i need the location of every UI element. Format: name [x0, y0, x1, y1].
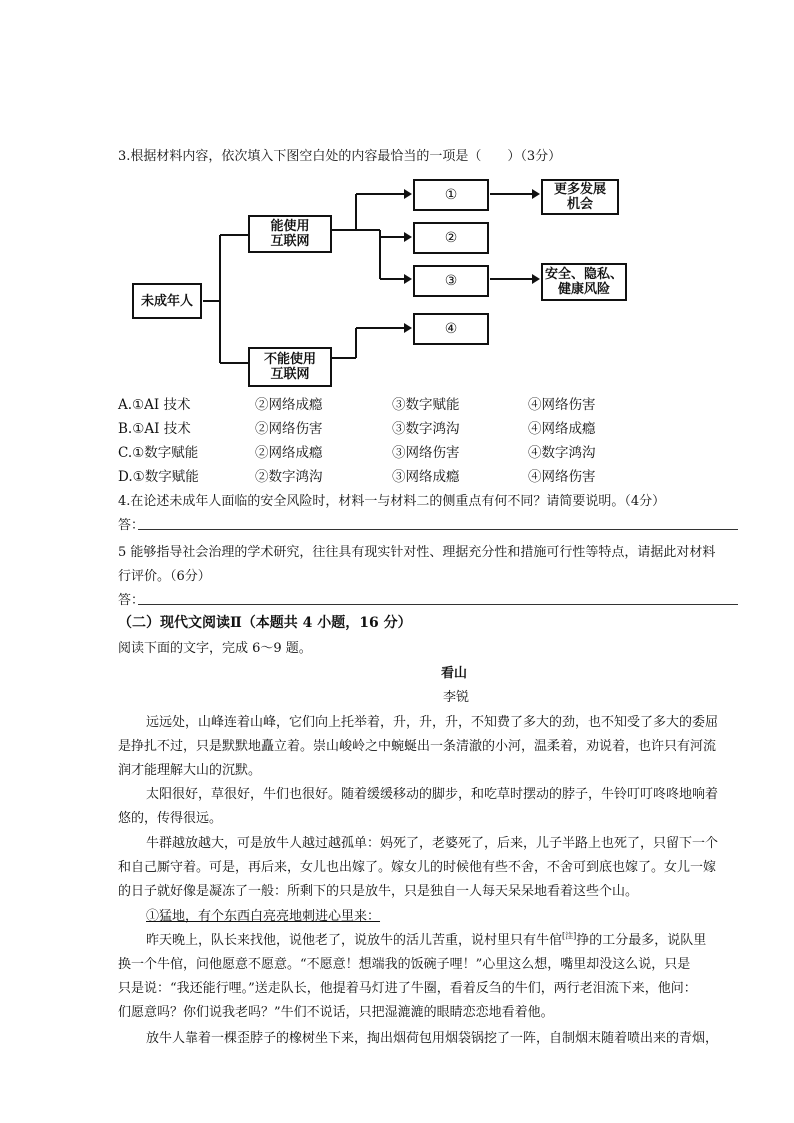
blank-slot-1 — [413, 179, 489, 211]
p1-line1: 远远处，山峰连着山峰，它们向上托举着，升，升，升，不知费了多大的劲，也不知受了多大的委屈 — [146, 715, 719, 730]
p5-line3: 只是说：“我还能行哩。”送走队长，他提着马灯进了牛圈，看着反刍的牛们，两行老泪流下来，他问： — [118, 981, 697, 996]
option-b-1: B.①AI 技术 — [118, 421, 191, 437]
footnote-marker: [注] — [562, 931, 577, 941]
option-d-2: ②数字鸿沟 — [255, 469, 323, 485]
p3-line3: 的日子就好像是凝冻了一般：所剩下的只是放牛，只是独自一人每天呆呆地看着这些个山。 — [118, 884, 639, 899]
node-cannot-use-internet — [248, 347, 332, 387]
p2-line2: 悠的，传得很远。 — [118, 811, 223, 826]
result1-label-1: 更多发展 — [553, 182, 606, 197]
q4-stem: 4.在论述未成年人面临的安全风险时，材料一与材料二的侧重点有何不同？请简要说明。（4分） — [118, 494, 666, 509]
option-c-1: C.①数字赋能 — [118, 445, 199, 461]
node-can-label-2: 互联网 — [270, 234, 310, 249]
p3-line1: 牛群越放越大，可是放牛人越过越孤单：妈死了，老婆死了，后来，儿子半路上也死了，只留下一个 — [146, 836, 719, 851]
result3-label-1: 安全、隐私、 — [544, 267, 623, 282]
q4-answer-line[interactable] — [138, 529, 738, 530]
option-c-3: ③网络伤害 — [392, 445, 460, 461]
slot-2-label: ② — [444, 229, 458, 246]
blank-slot-4 — [413, 313, 489, 345]
result3-label-2: 健康风险 — [557, 282, 610, 297]
slot-4-label: ④ — [444, 320, 458, 337]
q5-answer-label: 答： — [118, 593, 145, 608]
option-b-4: ④网络成瘾 — [528, 421, 596, 437]
q5-stem-line1: 5 能够指导社会治理的学术研究，往往具有现实针对性、理据充分性和措施可行性等特点，请据此对材料 — [118, 545, 716, 560]
p2-line1: 太阳很好，草很好，牛们也很好。随着缓缓移动的脚步，和吃草时摆动的脖子，牛铃叮叮咚咚地响着 — [146, 787, 719, 802]
node-safety-privacy-health-risk — [541, 263, 627, 301]
option-d-3: ③网络成瘾 — [392, 469, 460, 485]
p5-line2: 换一个牛倌，问他愿意不愿意。“不愿意！想端我的饭碗子哩！”心里这么想，嘴里却没这么说，只是 — [118, 957, 691, 972]
q4-answer-label: 答： — [118, 518, 145, 533]
option-b-2: ②网络伤害 — [255, 421, 323, 437]
p6-line1: 放牛人靠着一棵歪脖子的橡树坐下来，掏出烟荷包用烟袋锅挖了一阵，自制烟末随着喷出来的青烟， — [146, 1031, 719, 1046]
option-a-1: A.①AI 技术 — [118, 397, 191, 413]
node-more-opportunities — [541, 179, 619, 215]
node-can-label-1: 能使用 — [270, 219, 310, 234]
option-b-3: ③数字鸿沟 — [392, 421, 460, 437]
option-c-2: ②网络成瘾 — [255, 445, 323, 461]
node-cannot-label-1: 不能使用 — [263, 352, 316, 367]
flow-diagram — [118, 165, 636, 387]
option-c-4: ④数字鸿沟 — [528, 445, 596, 461]
section-instruction: 阅读下面的文字，完成 6～9 题。 — [118, 641, 312, 656]
p5-line1-b: 挣的工分最多，说队里 — [576, 933, 707, 948]
option-a-2: ②网络成瘾 — [255, 397, 323, 413]
q5-answer-line[interactable] — [138, 604, 738, 605]
option-a-4: ④网络伤害 — [528, 397, 596, 413]
node-can-use-internet — [248, 215, 332, 253]
option-d-4: ④网络伤害 — [528, 469, 596, 485]
option-a-3: ③数字赋能 — [392, 397, 460, 413]
p1-line3: 润才能理解大山的沉默。 — [118, 763, 262, 778]
slot-1-label: ① — [444, 186, 458, 203]
option-d-1: D.①数字赋能 — [118, 469, 199, 485]
blank-slot-3 — [413, 265, 489, 297]
q3-stem: 3.根据材料内容，依次填入下图空白处的内容最恰当的一项是（ ）（3分） — [118, 149, 562, 164]
story-author: 李锐 — [443, 690, 470, 705]
node-minor-label: 未成年人 — [140, 293, 193, 309]
node-cannot-label-2: 互联网 — [270, 367, 310, 382]
p1-line2: 是挣扎不过，只是默默地矗立着。崇山峻岭之中蜿蜒出一条清澈的小河，温柔着，劝说着，也许只有河流 — [118, 739, 717, 754]
p3-line2: 和自己厮守着。可是，再后来，女儿也出嫁了。嫁女儿的时候他有些不舍，不舍可到底也嫁了。女儿一嫁 — [118, 860, 717, 875]
q5-stem-line2: 行评价。（6分） — [118, 569, 211, 584]
result1-label-2: 机会 — [566, 197, 593, 212]
story-title: 看山 — [441, 666, 468, 681]
p5-line4: 们愿意吗？你们说我老吗？”牛们不说话，只把湿漉漉的眼睛恋恋地看着他。 — [118, 1005, 554, 1020]
section-heading: （二）现代文阅读Ⅱ（本题共 4 小题，16 分） — [118, 615, 412, 631]
p4-underlined-sentence: ①猛地，有个东西白亮亮地刺进心里来： — [146, 909, 381, 924]
blank-slot-2 — [413, 222, 489, 254]
node-minor — [132, 283, 202, 319]
p5-line1 — [146, 929, 738, 948]
slot-3-label: ③ — [444, 272, 458, 289]
p5-line1-a: 昨天晚上，队长来找他，说他老了，说放牛的活儿苦重，说村里只有牛倌 — [146, 933, 563, 948]
